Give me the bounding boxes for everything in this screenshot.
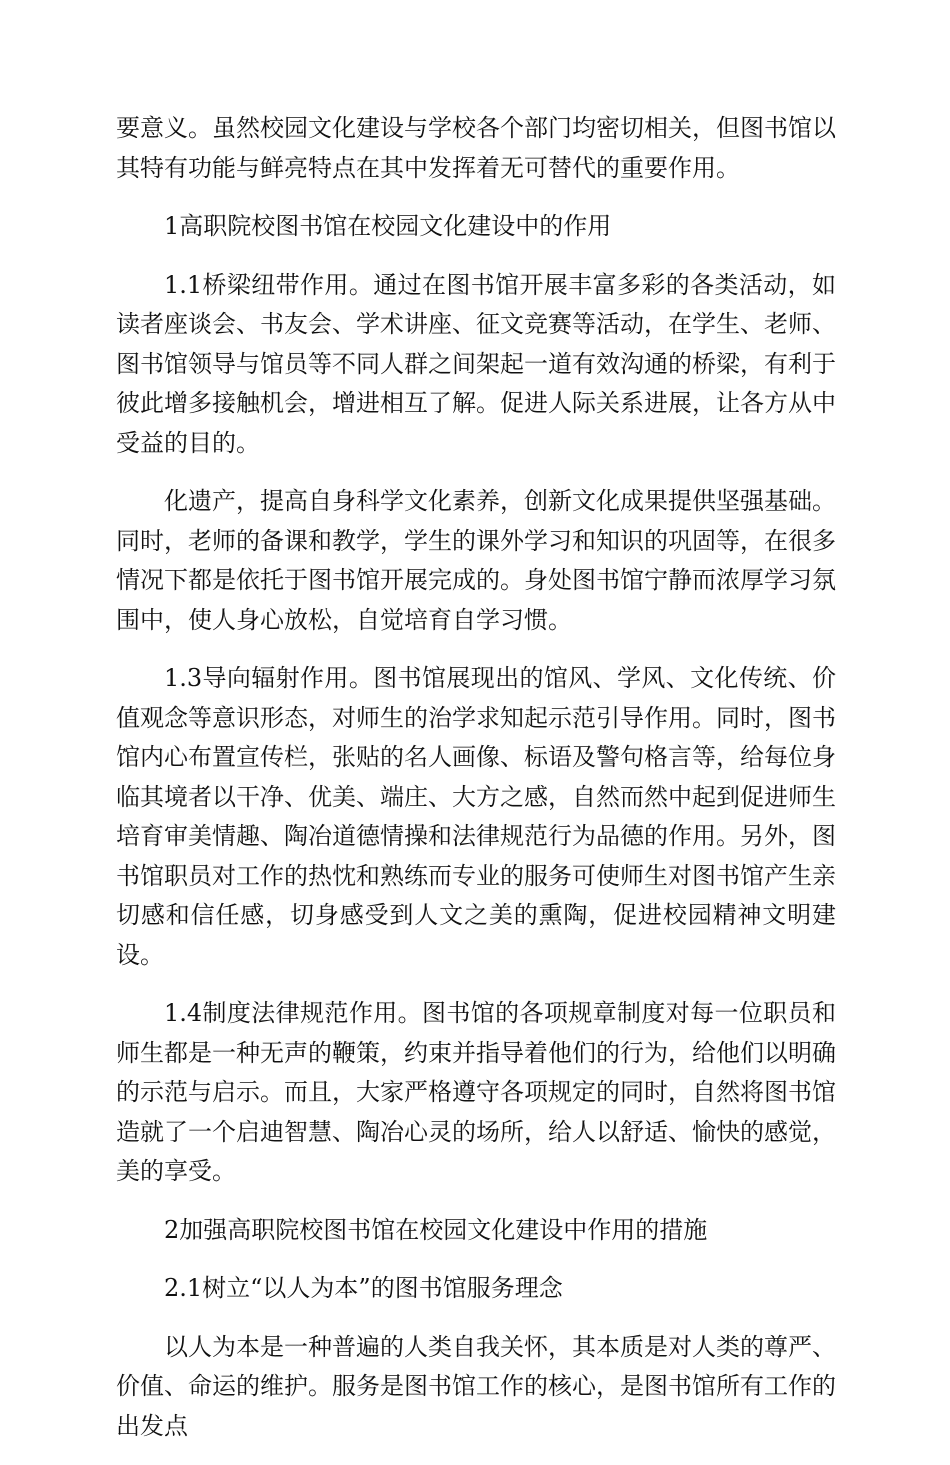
paragraph-culture: 化遗产，提高自身科学文化素养，创新文化成果提供坚强基础。同时，老师的备课和教学，学生的课外学习和知识的巩固等，在很多情况下都是依托于图书馆开展完成的。身处图书馆宁静而浓厚学习氛围中，使人身心放松，自觉培育自学习惯。 (116, 487, 836, 634)
paragraph-1-3: 1.3导向辐射作用。图书馆展现出的馆风、学风、文化传统、价值观念等意识形态，对师生的治学求知起示范引导作用。同时，图书馆内心布置宣传栏，张贴的名人画像、标语及警句格言等，给每位身临其境者以干净、优美、端庄、大方之感，自然而然中起到促进师生培育审美情趣、陶冶道德情操和法律规范行为品德的作用。另外，图书馆职员对工作的热忱和熟练而专业的服务可使师生对图书馆产生亲切感和信任感，切身感受到人文之美的熏陶，促进校园精神文明建设。 (116, 664, 836, 969)
subsection-heading-2-1: 2.1树立“以人为本”的图书馆服务理念 (164, 1274, 563, 1302)
paragraph-1-1: 1.1桥梁纽带作用。通过在图书馆开展丰富多彩的各类活动，如读者座谈会、书友会、学术讲座、征文竞赛等活动，在学生、老师、图书馆领导与馆员等不同人群之间架起一道有效沟通的桥梁，有利于彼此增多接触机会，增进相互了解。促进人际关系进展，让各方从中受益的目的。 (116, 270, 836, 457)
section-heading-1: 1高职院校图书馆在校园文化建设中的作用 (164, 212, 612, 240)
document-body (116, 109, 836, 1465)
section-heading-2: 2加强高职院校图书馆在校园文化建设中作用的措施 (164, 1215, 708, 1244)
paragraph-intro-continuation: 要意义。虽然校园文化建设与学校各个部门均密切相关，但图书馆以其特有功能与鲜亮特点在其中发挥着无可替代的重要作用。 (116, 114, 836, 182)
paragraph-2-1: 以人为本是一种普遍的人类自我关怀，其本质是对人类的尊严、价值、命运的维护。服务是图书馆工作的核心，是图书馆所有工作的出发点 (116, 1332, 836, 1440)
paragraph-1-4: 1.4制度法律规范作用。图书馆的各项规章制度对每一位职员和师生都是一种无声的鞭策，约束并指导着他们的行为，给他们以明确的示范与启示。而且，大家严格遵守各项规定的同时，自然将图书馆造就了一个启迪智慧、陶冶心灵的场所，给人以舒适、愉快的感觉，美的享受。 (116, 999, 836, 1185)
